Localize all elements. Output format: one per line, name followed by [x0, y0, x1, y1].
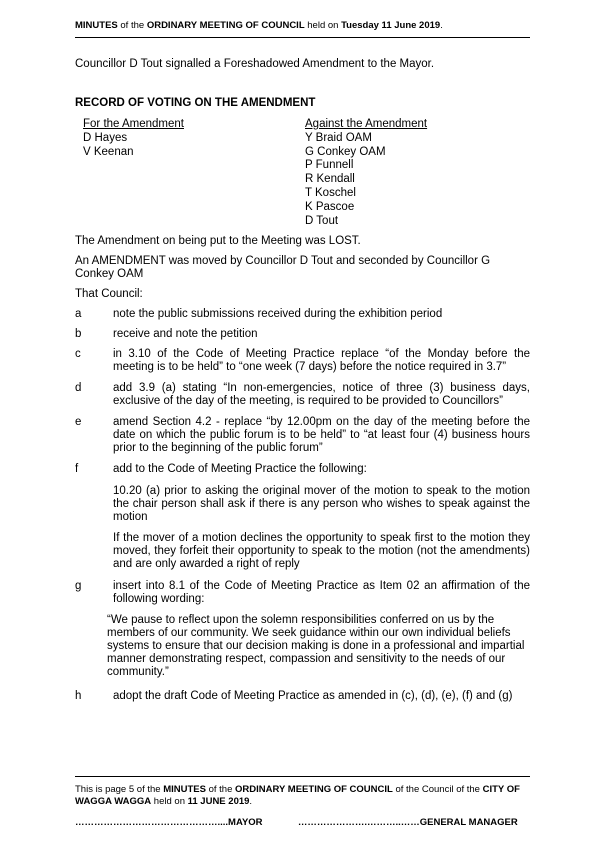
for-column: [83, 118, 184, 159]
header-minutes: MINUTES: [75, 20, 118, 31]
header-date: Tuesday 11 June 2019: [341, 20, 441, 31]
amendment-text: An AMENDMENT was moved by Councillor D Tout and seconded by Councillor G Conkey OAM: [75, 255, 491, 280]
list-item: [75, 348, 530, 374]
voting-heading: RECORD OF VOTING ON THE AMENDMENT: [75, 97, 316, 109]
header-period: .: [440, 20, 443, 31]
for-voter: V Keenan: [83, 145, 134, 158]
item-letter: f: [75, 463, 79, 475]
against-voter: G Conkey OAM: [305, 145, 386, 158]
item-text: add to the Code of Meeting Practice the following:: [113, 463, 367, 475]
page-footer: [75, 784, 530, 808]
against-label: Against the Amendment: [305, 118, 428, 130]
footer-city: CITY OF WAGGA WAGGA: [75, 784, 520, 807]
item-letter: b: [75, 328, 82, 340]
against-voter: P Funnell: [305, 159, 354, 172]
item-text: receive and note the petition: [113, 328, 258, 340]
signature-line: [75, 817, 530, 828]
against-column: [305, 118, 427, 228]
footer-date: 11 JUNE 2019: [187, 796, 250, 807]
item-text: adopt the draft Code of Meeting Practice as amended in (c), (d), (e), (f) and (g): [113, 690, 513, 702]
list-item: [75, 308, 530, 321]
footer-part: of the: [205, 784, 236, 795]
item-text: amend Section 4.2 - replace “by 12.00pm on the day of the meeting before the date on which the public forum is to be held” to “at least four (4) business hours prior to the beginning of the public forum”: [113, 416, 530, 454]
list-item: [75, 416, 530, 455]
gm-signature: ………………….………..……GENERAL MANAGER: [297, 817, 518, 828]
intro-text: Councillor D Tout signalled a Foreshadowed Amendment to the Mayor.: [75, 58, 435, 70]
footer-part: .: [249, 796, 253, 807]
footer-meeting: ORDINARY MEETING OF COUNCIL: [235, 784, 393, 795]
against-voter: D Tout: [305, 214, 339, 227]
item-text: note the public submissions received during the exhibition period: [113, 308, 443, 320]
footer-part: of the Council of the: [392, 784, 483, 795]
against-voter: T Koschel: [305, 186, 356, 199]
f-subclause: If the mover of a motion declines the opportunity to speak first to the motion they moved, they forfeit their opportunity to speak to the motion (not the amendments) and are only awarded a right of reply: [113, 532, 530, 570]
item-text: insert into 8.1 of the Code of Meeting Practice as Item 02 an affirmation of the following wording:: [113, 580, 530, 605]
header-rule: [75, 37, 530, 38]
footer-minutes: MINUTES: [163, 784, 206, 795]
list-item: [75, 580, 530, 606]
affirmation-quote: [107, 614, 530, 679]
header-meeting: ORDINARY MEETING OF COUNCIL: [146, 20, 305, 31]
list-item: [75, 382, 530, 408]
against-voter: K Pascoe: [305, 200, 355, 213]
header-held-on: held on: [304, 20, 342, 31]
list-item: [75, 690, 530, 703]
header-of: of the: [117, 20, 147, 31]
footer-rule: [75, 776, 530, 777]
item-letter: h: [75, 690, 82, 702]
item-letter: a: [75, 308, 82, 320]
item-letter: g: [75, 580, 82, 592]
item-letter: d: [75, 382, 82, 394]
mayor-signature: ………………………………………....MAYOR: [75, 817, 263, 828]
item-text: in 3.10 of the Code of Meeting Practice replace “of the Monday before the meeting is to be held” to “one week (7 days) before the notice required in 3.7”: [113, 348, 530, 373]
item-text: add 3.9 (a) stating “In non-emergencies, notice of three (3) business days, exclusive of the day of the meeting, is required to be provided to Councillors”: [113, 382, 530, 407]
list-item: [75, 328, 530, 341]
footer-part: This is page 5 of the: [75, 784, 164, 795]
for-label: For the Amendment: [83, 118, 184, 130]
for-voter: D Hayes: [83, 131, 128, 144]
list-item: [75, 463, 530, 476]
result-text: The Amendment on being put to the Meeting was LOST.: [75, 235, 361, 247]
against-voter: Y Braid OAM: [305, 131, 372, 144]
affirmation-text: “We pause to reflect upon the solemn responsibilities conferred on us by the members of our community. We seek guidance within our own individual beliefs systems to ensure that our decision making is done in a professional and impartial manner demonstrating respect, compassion and sensitivity to the needs of our community.”: [107, 614, 525, 678]
f-subclause: 10.20 (a) prior to asking the original mover of the motion to speak to the motion the chair person shall ask if there is any person who wishes to speak against the motion: [113, 485, 530, 523]
item-letter: c: [75, 348, 81, 360]
item-letter: e: [75, 416, 82, 428]
that-council: That Council:: [75, 288, 143, 300]
page-header: [75, 20, 530, 31]
against-voter: R Kendall: [305, 173, 355, 186]
footer-part: held on: [151, 796, 188, 807]
